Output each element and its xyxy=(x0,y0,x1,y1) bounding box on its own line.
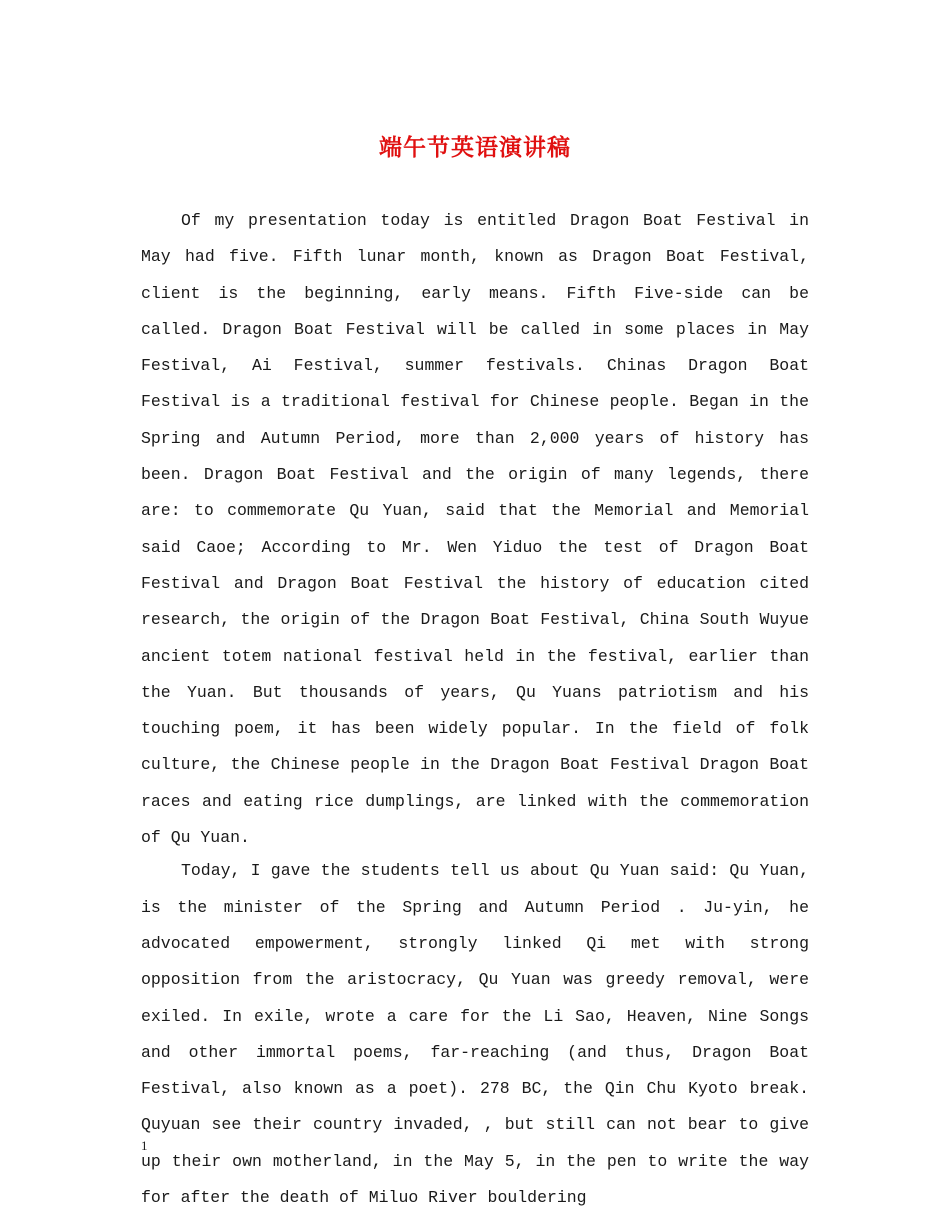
paragraph-1: Of my presentation today is entitled Dragon Boat Festival in May had five. Fifth lunar month, known as Dragon Boat Festival, client is the beginning, early means. Fifth Five-side can be called. Dragon Boat Festival will be called in some places in May Festival, Ai Festival, summer festivals. Chinas Dragon Boat Festival is a traditional festival for Chinese people. Began in the Spring and Autumn Period, more than 2,000 years of history has been. Dragon Boat Festival and the origin of many legends, there are: to commemorate Qu Yuan, said that the Memorial and Memorial said Caoe; According to Mr. Wen Yiduo the test of Dragon Boat Festival and Dragon Boat Festival the history of education cited research, the origin of the Dragon Boat Festival, China South Wuyue ancient totem national festival held in the festival, earlier than the Yuan. But thousands of years, Qu Yuans patriotism and his touching poem, it has been widely popular. In the field of folk culture, the Chinese people in the Dragon Boat Festival Dragon Boat races and eating rice dumplings, are linked with the commemoration of Qu Yuan. xyxy=(141,211,809,848)
paragraph-2: Today, I gave the students tell us about Qu Yuan said: Qu Yuan, is the minister of the Spring and Autumn Period . Ju-yin, he advocated empowerment, strongly linked Qi met with strong opposition from the aristocracy, Qu Yuan was greedy removal, were exiled. In exile, wrote a care for the Li Sao, Heaven, Nine Songs and other immortal poems, far-reaching (and thus, Dragon Boat Festival, also known as a poet). 278 BC, the Qin Chu Kyoto break. Quyuan see their country invaded, , but still can not bear to give up their own motherland, in the May 5, in the pen to write the way for after the death of Miluo River bouldering xyxy=(141,861,809,1208)
document-body xyxy=(141,203,809,1216)
page-number: 1 xyxy=(141,1138,148,1153)
document-title: 端午节英语演讲稿 xyxy=(379,134,571,161)
